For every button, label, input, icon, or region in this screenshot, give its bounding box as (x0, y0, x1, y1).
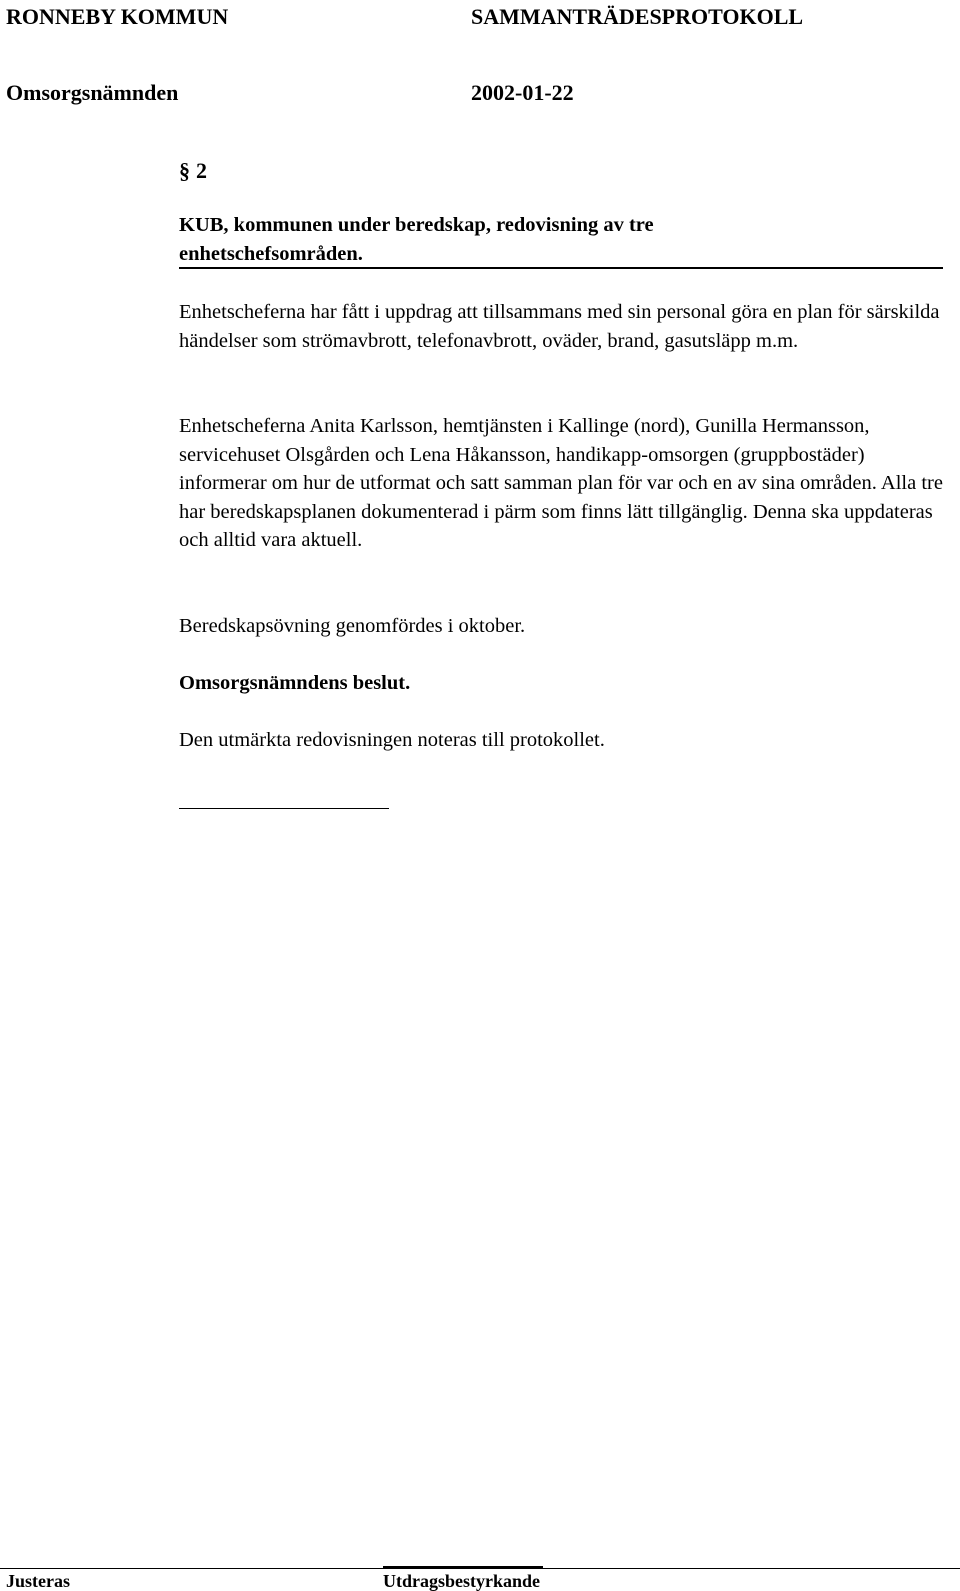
end-rule (179, 808, 389, 809)
meeting-date: 2002-01-22 (471, 80, 574, 105)
section-sign: § (179, 158, 190, 183)
title-divider (179, 267, 943, 269)
decision-heading: Omsorgsnämndens beslut. (179, 672, 411, 694)
document-type: SAMMANTRÄDESPROTOKOLL (471, 4, 804, 29)
decision-text: Den utmärkta redovisningen noteras till protokollet. (179, 729, 605, 751)
footer-divider (0, 1568, 960, 1569)
section-title: KUB, kommunen under beredskap, redovisning av tre enhetschefsområden. (179, 214, 654, 265)
utdragsbestyrkande-label: Utdragsbestyrkande (383, 1571, 541, 1591)
paragraph-exercise: Beredskapsövning genomfördes i oktober. (179, 615, 526, 637)
section-heading (179, 157, 207, 185)
paragraph-unit-managers: Enhetscheferna Anita Karlsson, hemtjänsten i Kallinge (nord), Gunilla Hermansson, servicehuset Olsgården och Lena Håkansson, handikapp-omsorgen (gruppbostäder) informerar om hur de utformat och satt samman plan för var och en av sina områden. Alla tre har beredskapsplanen dokumenterad i pärm som finns lätt tillgänglig. Denna ska uppdateras och alltid vara aktuell. (179, 415, 943, 551)
board-name: Omsorgsnämnden (6, 80, 179, 105)
organization-name: RONNEBY KOMMUN (6, 4, 229, 29)
section-number: 2 (196, 158, 207, 183)
justeras-label: Justeras (6, 1571, 70, 1591)
paragraph-assignment: Enhetscheferna har fått i uppdrag att tillsammans med sin personal göra en plan för särskilda händelser som strömavbrott, telefonavbrott, oväder, brand, gasutsläpp m.m. (179, 301, 940, 352)
